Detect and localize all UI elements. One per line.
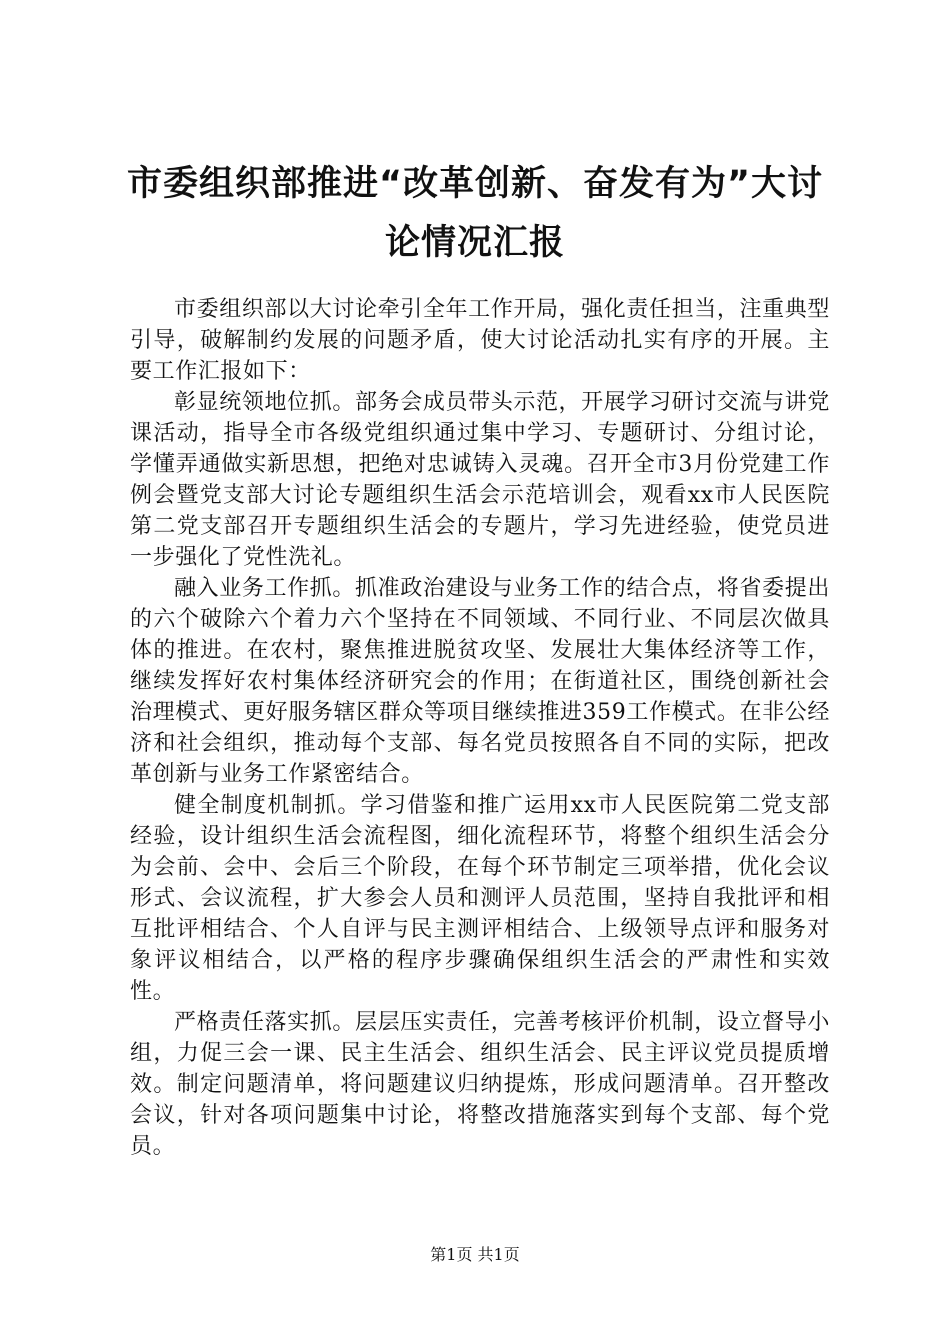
document-body: [130, 294, 830, 1162]
paragraph-intro: 市委组织部以大讨论牵引全年工作开局，强化责任担当，注重典型引导，破解制约发展的问题矛盾，使大讨论活动扎实有序的开展。主要工作汇报如下：: [130, 297, 830, 384]
paragraph-system-mechanism: 健全制度机制抓。学习借鉴和推广运用xx市人民医院第二党支部经验，设计组织生活会流程图，细化流程环节，将整个组织生活会分为会前、会中、会后三个阶段，在每个环节制定三项举措，优化会议形式、会议流程，扩大参会人员和测评人员范围，坚持自我批评和相互批评相结合、个人自评与民主测评相结合、上级领导点评和服务对象评议相结合，以严格的程序步骤确保组织生活会的严肃性和实效性。: [130, 793, 830, 1004]
document-title: 市委组织部推进“改革创新、奋发有为”大讨论情况汇报: [126, 164, 823, 263]
paragraph-leadership: 彰显统领地位抓。部务会成员带头示范，开展学习研讨交流与讲党课活动，指导全市各级党组织通过集中学习、专题研讨、分组讨论，学懂弄通做实新思想，把绝对忠诚铸入灵魂。召开全市3月份党建工作例会暨党支部大讨论专题组织生活会示范培训会，观看xx市人民医院第二党支部召开专题组织生活会的专题片，学习先进经验，使党员进一步强化了党性洗礼。: [130, 390, 830, 570]
paragraph-responsibility: 严格责任落实抓。层层压实责任，完善考核评价机制，设立督导小组，力促三会一课、民主生活会、组织生活会、民主评议党员提质增效。制定问题清单，将问题建议归纳提炼，形成问题清单。召开整改会议，针对各项问题集中讨论，将整改措施落实到每个支部、每个党员。: [130, 1010, 830, 1159]
paragraph-business-integration: 融入业务工作抓。抓准政治建设与业务工作的结合点，将省委提出的六个破除六个着力六个坚持在不同领域、不同行业、不同层次做具体的推进。在农村，聚焦推进脱贫攻坚、发展壮大集体经济等工作，继续发挥好农村集体经济研究会的作用；在街道社区，围绕创新社会治理模式、更好服务辖区群众等项目继续推进359工作模式。在非公经济和社会组织，推动每个支部、每名党员按照各自不同的实际，把改革创新与业务工作紧密结合。: [130, 576, 830, 787]
page-number-footer: 第1页 共1页: [430, 1245, 520, 1264]
